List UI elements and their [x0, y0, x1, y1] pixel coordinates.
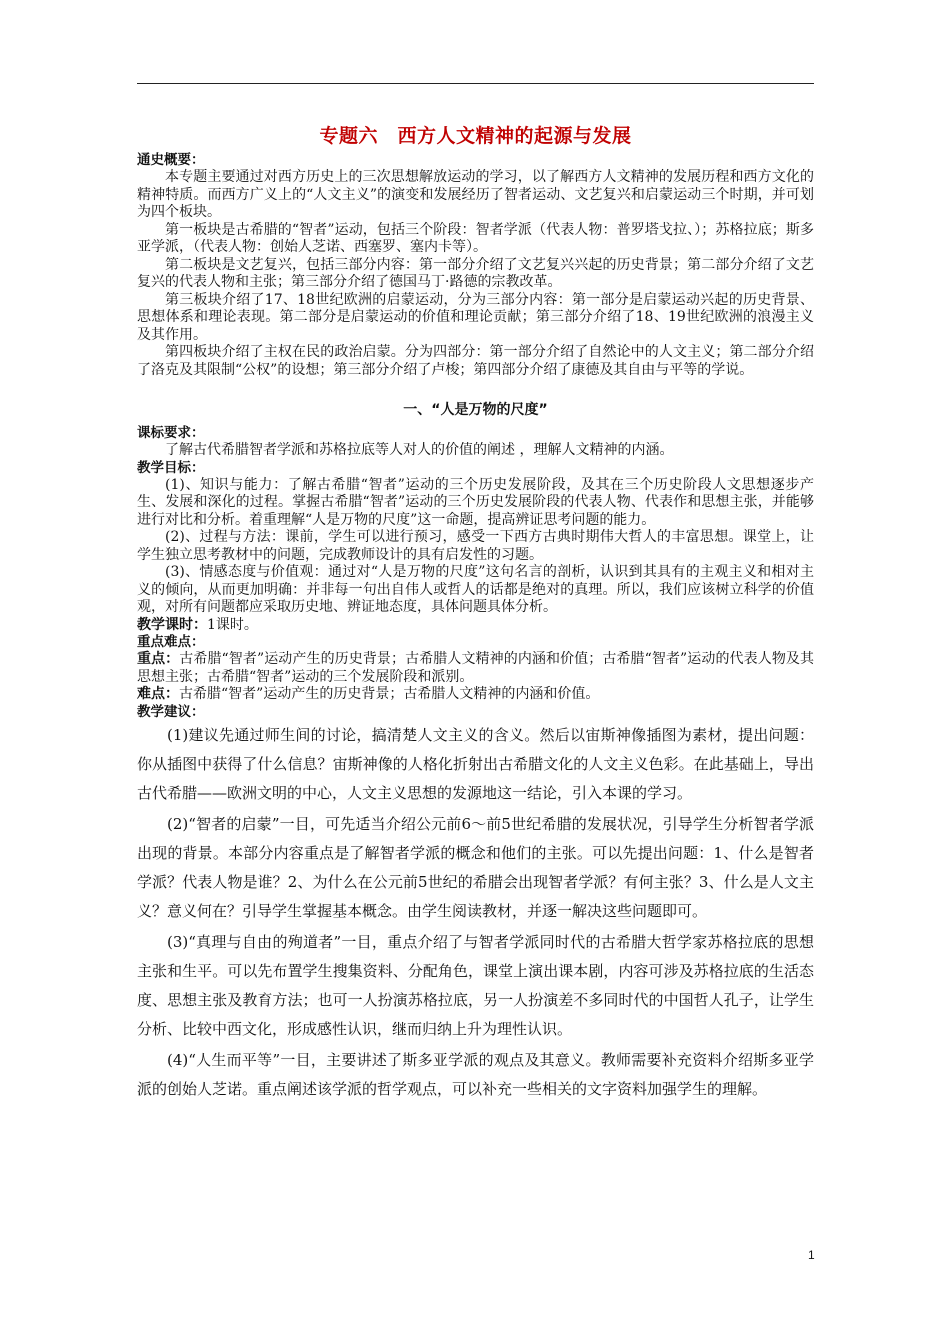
key-point-line: [137, 651, 814, 686]
advice-label: 教学建议：: [137, 703, 205, 720]
goal-paragraph: (3)、情感态度与价值观：通过对“人是万物的尺度”这句名言的剖析，认识到其具有的主观主义和相对主义的倾向，从而更加明确：并非每一句出自伟人或哲人的话都是绝对的真理。所以，我们应该树立科学的价值观，对所有问题都应采取历史地、辨证地态度，具体问题具体分析。: [137, 564, 814, 615]
overview-paragraph: 本专题主要通过对西方历史上的三次思想解放运动的学习，以了解西方人文精神的发展历程和西方文化的精神特质。而西方广义上的“人文主义”的演变和发展经历了智者运动、文艺复兴和启蒙运动三个时期，并可划为四个板块。: [137, 169, 814, 220]
key-point-label: 重点：: [137, 651, 180, 667]
goals-label: 教学目标：: [137, 459, 205, 476]
hours-text: 1课时。: [207, 616, 258, 633]
hours-label: 教学课时：: [137, 616, 207, 633]
overview-paragraph: 第二板块是文艺复兴，包括三部分内容：第一部分介绍了文艺复兴兴起的历史背景；第二部分介绍了文艺复兴的代表人物和主张；第三部分介绍了德国马丁·路德的宗教改革。: [137, 256, 814, 290]
standard-text: 了解古代希腊智者学派和苏格拉底等人对人的价值的阐述 ，理解人文精神的内涵。: [165, 442, 674, 458]
advice-paragraph: (2)“智者的启蒙”一目，可先适当介绍公元前6～前5世纪希腊的发展状况，引导学生分析智者学派出现的背景。本部分内容重点是了解智者学派的概念和他们的主张。可以先提出问题：1、什么是智者学派？代表人物是谁？2、为什么在公元前5世纪的希腊会出现智者学派？有何主张？3、什么是人文主义？意义何在？引导学生掌握基本概念。由学生阅读教材，并逐一解决这些问题即可。: [137, 814, 814, 920]
header-rule: [137, 83, 814, 84]
advice-paragraph: (1)建议先通过师生间的讨论，搞清楚人文主义的含义。然后以宙斯神像插图为素材，提出问题：你从插图中获得了什么信息？宙斯神像的人格化折射出古希腊文化的人文主义色彩。在此基础上，导出古代希腊——欧洲文明的中心，人文主义思想的发源地这一结论，引入本课的学习。: [137, 725, 814, 802]
overview-paragraph: 第三板块介绍了17、18世纪欧洲的启蒙运动，分为三部分内容：第一部分是启蒙运动兴起的历史背景、思想体系和理论表现。第二部分是启蒙运动的价值和理论贡献；第三部分介绍了18、19世纪欧洲的浪漫主义及其作用。: [137, 291, 814, 343]
key-label: 重点难点：: [137, 634, 205, 650]
standard-label: 课标要求：: [137, 425, 205, 441]
document-body: [137, 122, 814, 1106]
overview-paragraph: 第四板块介绍了主权在民的政治启蒙。分为四部分：第一部分介绍了自然论中的人文主义；第二部分介绍了洛克及其限制“公权”的设想；第三部分介绍了卢梭；第四部分介绍了康德及其自由与平等的学说。: [137, 344, 814, 378]
difficulty-text: 古希腊“智者”运动产生的历史背景；古希腊人文精神的内涵和价值。: [179, 686, 600, 702]
page-number: 1: [808, 1248, 815, 1262]
difficulty-label: 难点：: [137, 686, 179, 702]
goal-paragraph: (2)、过程与方法：课前，学生可以进行预习，感受一下西方古典时期伟大哲人的丰富思想。课堂上，让学生独立思考教材中的问题，完成教师设计的具有启发性的习题。: [137, 529, 814, 563]
document-title: 专题六 西方人文精神的起源与发展: [319, 125, 632, 147]
goal-paragraph: (1)、知识与能力：了解古希腊“智者”运动的三个历史发展阶段，及其在三个历史阶段人文思想逐步产生、发展和深化的过程。掌握古希腊“智者”运动的三个历史发展阶段的代表人物、代表作和思想主张，并能够进行对比和分析。着重理解“人是万物的尺度”这一命题，提高辨证思考问题的能力。: [137, 476, 814, 528]
overview-paragraph: 第一板块是古希腊的“智者”运动，包括三个阶段：智者学派（代表人物：普罗塔戈拉、）；苏格拉底；斯多亚学派，（代表人物：创始人芝诺、西塞罗、塞内卡等）。: [137, 221, 814, 255]
difficulty-line: [137, 686, 814, 704]
overview-label: 通史概要：: [137, 152, 205, 168]
advice-paragraph: (4)“人生而平等”一目，主要讲述了斯多亚学派的观点及其意义。教师需要补充资料介绍斯多亚学派的创始人芝诺。重点阐述该学派的哲学观点，可以补充一些相关的文字资料加强学生的理解。: [137, 1050, 814, 1098]
advice-paragraph: (3)“真理与自由的殉道者”一目，重点介绍了与智者学派同时代的古希腊大哲学家苏格拉底的思想主张和生平。可以先布置学生搜集资料、分配角色，课堂上演出课本剧，内容可涉及苏格拉底的生活态度、思想主张及教育方法；也可一人扮演苏格拉底，另一人扮演差不多同时代的中国哲人孔子，让学生分析、比较中西文化，形成感性认识，继而归纳上升为理性认识。: [137, 932, 814, 1038]
hours-line: [137, 617, 814, 635]
key-point-text: 古希腊“智者”运动产生的历史背景；古希腊人文精神的内涵和价值；古希腊“智者”运动的代表人物及其思想主张；古希腊“智者”运动的三个发展阶段和派别。: [137, 651, 814, 685]
section-title: 一、“人是万物的尺度”: [403, 402, 548, 418]
